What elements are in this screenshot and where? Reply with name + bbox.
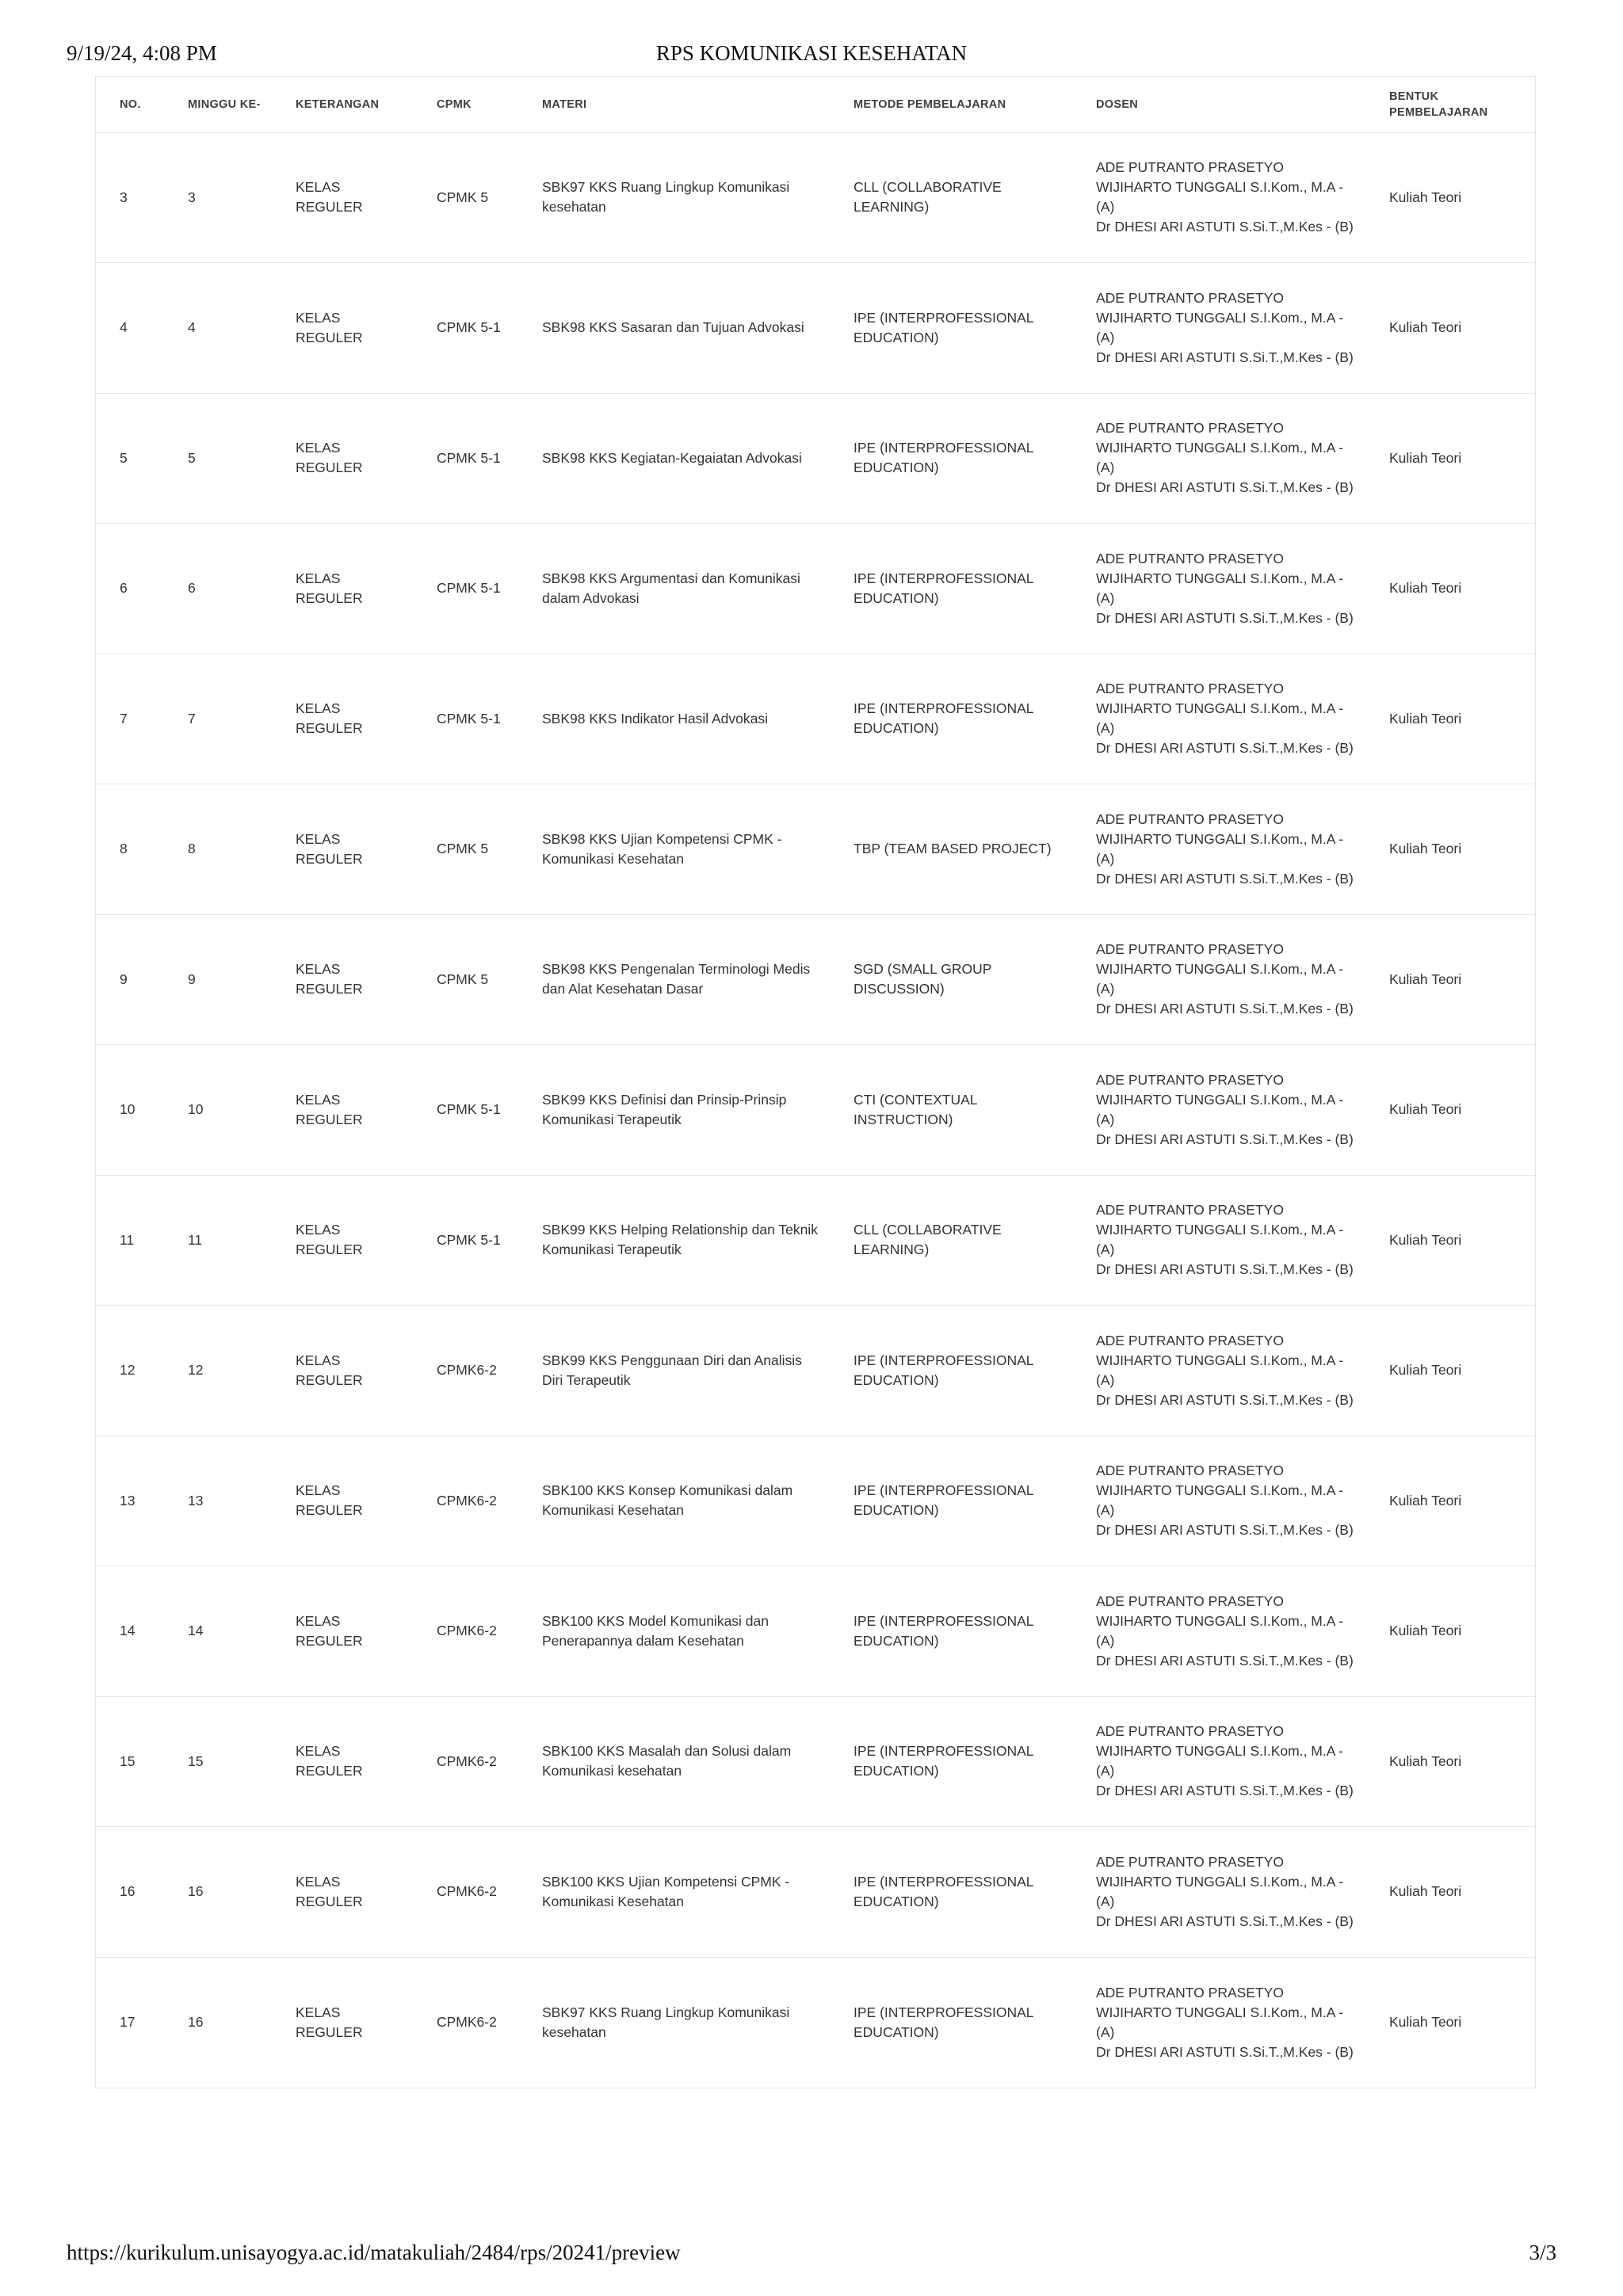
dosen-name: Dr DHESI ARI ASTUTI S.Si.T.,M.Kes - (B) xyxy=(1096,1261,1354,1278)
cell-materi: SBK98 KKS Indikator Hasil Advokasi xyxy=(518,654,830,784)
cell-dosen xyxy=(1072,393,1365,524)
dosen-name: Dr DHESI ARI ASTUTI S.Si.T.,M.Kes - (B) xyxy=(1096,1001,1354,1017)
cell-no: 5 xyxy=(96,393,164,524)
cell-cpmk: CPMK6-2 xyxy=(413,1827,518,1958)
cell-cpmk: CPMK 5-1 xyxy=(413,1045,518,1176)
cell-dosen xyxy=(1072,263,1365,394)
column-header-no: NO. xyxy=(96,77,164,132)
cell-keterangan: KELAS REGULER xyxy=(272,1306,413,1436)
cell-bentuk: Kuliah Teori xyxy=(1365,132,1537,263)
dosen-name: ADE PUTRANTO PRASETYO WIJIHARTO TUNGGALI S.I.Kom., M.A - (A) xyxy=(1096,1071,1344,1127)
column-header-cpmk: CPMK xyxy=(413,77,518,132)
cell-dosen xyxy=(1072,524,1365,654)
cell-dosen xyxy=(1072,914,1365,1045)
cell-dosen xyxy=(1072,1696,1365,1827)
cell-minggu: 13 xyxy=(164,1436,272,1566)
cell-bentuk: Kuliah Teori xyxy=(1365,1566,1537,1697)
cell-dosen xyxy=(1072,654,1365,784)
dosen-name: ADE PUTRANTO PRASETYO WIJIHARTO TUNGGALI S.I.Kom., M.A - (A) xyxy=(1096,810,1344,867)
dosen-name: ADE PUTRANTO PRASETYO WIJIHARTO TUNGGALI S.I.Kom., M.A - (A) xyxy=(1096,420,1344,476)
dosen-name: ADE PUTRANTO PRASETYO WIJIHARTO TUNGGALI S.I.Kom., M.A - (A) xyxy=(1096,1853,1344,1909)
cell-cpmk: CPMK 5 xyxy=(413,914,518,1045)
cell-keterangan: KELAS REGULER xyxy=(272,1827,413,1958)
table-row xyxy=(96,393,1537,524)
cell-cpmk: CPMK 5-1 xyxy=(413,263,518,394)
cell-keterangan: KELAS REGULER xyxy=(272,1175,413,1306)
cell-minggu: 11 xyxy=(164,1175,272,1306)
cell-bentuk: Kuliah Teori xyxy=(1365,1306,1537,1436)
cell-metode: IPE (INTERPROFESSIONAL EDUCATION) xyxy=(830,524,1072,654)
cell-no: 7 xyxy=(96,654,164,784)
cell-metode: CLL (COLLABORATIVE LEARNING) xyxy=(830,132,1072,263)
cell-metode: IPE (INTERPROFESSIONAL EDUCATION) xyxy=(830,1827,1072,1958)
cell-bentuk: Kuliah Teori xyxy=(1365,654,1537,784)
cell-cpmk: CPMK 5 xyxy=(413,784,518,915)
cell-cpmk: CPMK 5-1 xyxy=(413,654,518,784)
cell-no: 16 xyxy=(96,1827,164,1958)
print-header xyxy=(67,41,1556,73)
cell-materi: SBK98 KKS Argumentasi dan Komunikasi dalam Advokasi xyxy=(518,524,830,654)
cell-dosen xyxy=(1072,1175,1365,1306)
column-header-keterangan: KETERANGAN xyxy=(272,77,413,132)
cell-metode: IPE (INTERPROFESSIONAL EDUCATION) xyxy=(830,263,1072,394)
dosen-name: ADE PUTRANTO PRASETYO WIJIHARTO TUNGGALI S.I.Kom., M.A - (A) xyxy=(1096,159,1344,215)
cell-metode: CLL (COLLABORATIVE LEARNING) xyxy=(830,1175,1072,1306)
dosen-name: ADE PUTRANTO PRASETYO WIJIHARTO TUNGGALI S.I.Kom., M.A - (A) xyxy=(1096,1202,1344,1258)
cell-materi: SBK100 KKS Konsep Komunikasi dalam Komunikasi Kesehatan xyxy=(518,1436,830,1566)
dosen-name: Dr DHESI ARI ASTUTI S.Si.T.,M.Kes - (B) xyxy=(1096,870,1354,887)
cell-bentuk: Kuliah Teori xyxy=(1365,1436,1537,1566)
cell-minggu: 6 xyxy=(164,524,272,654)
cell-minggu: 8 xyxy=(164,784,272,915)
dosen-name: Dr DHESI ARI ASTUTI S.Si.T.,M.Kes - (B) xyxy=(1096,1783,1354,1799)
dosen-name: Dr DHESI ARI ASTUTI S.Si.T.,M.Kes - (B) xyxy=(1096,740,1354,757)
dosen-name: Dr DHESI ARI ASTUTI S.Si.T.,M.Kes - (B) xyxy=(1096,1913,1354,1929)
cell-bentuk: Kuliah Teori xyxy=(1365,914,1537,1045)
cell-cpmk: CPMK6-2 xyxy=(413,1566,518,1697)
cell-no: 15 xyxy=(96,1696,164,1827)
cell-bentuk: Kuliah Teori xyxy=(1365,1827,1537,1958)
cell-cpmk: CPMK6-2 xyxy=(413,1696,518,1827)
cell-materi: SBK99 KKS Definisi dan Prinsip-Prinsip Komunikasi Terapeutik xyxy=(518,1045,830,1176)
cell-bentuk: Kuliah Teori xyxy=(1389,2014,1462,2030)
cell-dosen xyxy=(1072,1827,1365,1958)
cell-cpmk: CPMK6-2 xyxy=(413,1306,518,1436)
cell-materi: SBK98 KKS Ujian Kompetensi CPMK - Komunikasi Kesehatan xyxy=(518,784,830,915)
dosen-name: Dr DHESI ARI ASTUTI S.Si.T.,M.Kes - (B) xyxy=(1096,219,1354,235)
print-datetime: 9/19/24, 4:08 PM xyxy=(67,41,217,65)
cell-metode: IPE (INTERPROFESSIONAL EDUCATION) xyxy=(854,2004,1033,2040)
page-number: 3/3 xyxy=(1529,2241,1556,2264)
dosen-name: ADE PUTRANTO PRASETYO WIJIHARTO TUNGGALI S.I.Kom., M.A - (A) xyxy=(1096,1984,1344,2040)
cell-dosen xyxy=(1072,1436,1365,1566)
cell-dosen xyxy=(1072,1957,1365,2088)
table-row xyxy=(96,784,1537,915)
cell-no: 11 xyxy=(96,1175,164,1306)
table-row xyxy=(96,1436,1537,1566)
cell-no: 13 xyxy=(96,1436,164,1566)
cell-minggu: 16 xyxy=(188,2014,204,2030)
cell-keterangan: KELAS REGULER xyxy=(272,263,413,394)
dosen-name: ADE PUTRANTO PRASETYO WIJIHARTO TUNGGALI S.I.Kom., M.A - (A) xyxy=(1096,289,1344,345)
cell-materi: SBK98 KKS Kegiatan-Kegaiatan Advokasi xyxy=(518,393,830,524)
cell-metode: IPE (INTERPROFESSIONAL EDUCATION) xyxy=(830,1306,1072,1436)
cell-materi: SBK98 KKS Sasaran dan Tujuan Advokasi xyxy=(518,263,830,394)
table-row xyxy=(96,263,1537,394)
rps-schedule-table xyxy=(96,77,1537,2088)
cell-cpmk: CPMK6-2 xyxy=(413,1436,518,1566)
table-row xyxy=(96,1957,1537,2088)
cell-materi: SBK99 KKS Penggunaan Diri dan Analisis Diri Terapeutik xyxy=(518,1306,830,1436)
cell-dosen xyxy=(1072,1306,1365,1436)
cell-no: 12 xyxy=(96,1306,164,1436)
cell-minggu: 14 xyxy=(164,1566,272,1697)
cell-metode: IPE (INTERPROFESSIONAL EDUCATION) xyxy=(830,654,1072,784)
dosen-name: Dr DHESI ARI ASTUTI S.Si.T.,M.Kes - (B) xyxy=(1096,1522,1354,1539)
dosen-name: Dr DHESI ARI ASTUTI S.Si.T.,M.Kes - (B) xyxy=(1096,1391,1354,1408)
cell-materi: SBK98 KKS Pengenalan Terminologi Medis dan Alat Kesehatan Dasar xyxy=(518,914,830,1045)
cell-minggu: 3 xyxy=(164,132,272,263)
dosen-name: ADE PUTRANTO PRASETYO WIJIHARTO TUNGGALI S.I.Kom., M.A - (A) xyxy=(1096,1592,1344,1649)
cell-dosen xyxy=(1072,1045,1365,1176)
cell-cpmk: CPMK 5 xyxy=(413,132,518,263)
cell-bentuk: Kuliah Teori xyxy=(1365,524,1537,654)
cell-keterangan: KELAS REGULER xyxy=(272,914,413,1045)
cell-materi: SBK97 KKS Ruang Lingkup Komunikasi kesehatan xyxy=(518,132,830,263)
cell-minggu: 5 xyxy=(164,393,272,524)
dosen-name: ADE PUTRANTO PRASETYO WIJIHARTO TUNGGALI S.I.Kom., M.A - (A) xyxy=(1096,1463,1344,1519)
cell-metode: IPE (INTERPROFESSIONAL EDUCATION) xyxy=(830,393,1072,524)
table-row xyxy=(96,654,1537,784)
cell-keterangan: KELAS REGULER xyxy=(296,2004,363,2040)
cell-bentuk: Kuliah Teori xyxy=(1365,1045,1537,1176)
cell-no: 4 xyxy=(96,263,164,394)
cell-no: 9 xyxy=(96,914,164,1045)
cell-keterangan: KELAS REGULER xyxy=(272,1045,413,1176)
cell-keterangan: KELAS REGULER xyxy=(272,784,413,915)
dosen-name: ADE PUTRANTO PRASETYO WIJIHARTO TUNGGALI S.I.Kom., M.A - (A) xyxy=(1096,550,1344,606)
cell-bentuk: Kuliah Teori xyxy=(1365,784,1537,915)
cell-minggu: 12 xyxy=(164,1306,272,1436)
cell-bentuk: Kuliah Teori xyxy=(1365,1175,1537,1306)
cell-materi: SBK97 KKS Ruang Lingkup Komunikasi kesehatan xyxy=(542,2004,790,2040)
dosen-name: ADE PUTRANTO PRASETYO WIJIHARTO TUNGGALI S.I.Kom., M.A - (A) xyxy=(1096,681,1344,737)
column-header-bentuk: BENTUK PEMBELAJARAN xyxy=(1365,77,1537,132)
cell-minggu: 7 xyxy=(164,654,272,784)
column-header-materi: MATERI xyxy=(518,77,830,132)
cell-dosen xyxy=(1072,784,1365,915)
table-row xyxy=(96,1566,1537,1697)
column-header-minggu: MINGGU KE- xyxy=(164,77,272,132)
column-header-metode: METODE PEMBELAJARAN xyxy=(830,77,1072,132)
cell-materi: SBK100 KKS Masalah dan Solusi dalam Komunikasi kesehatan xyxy=(518,1696,830,1827)
dosen-name: Dr DHESI ARI ASTUTI S.Si.T.,M.Kes - (B) xyxy=(1096,1652,1354,1669)
cell-keterangan: KELAS REGULER xyxy=(272,1696,413,1827)
page-url: https://kurikulum.unisayogya.ac.id/matakuliah/2484/rps/20241/preview xyxy=(67,2241,681,2264)
table-row xyxy=(96,1045,1537,1176)
cell-no: 8 xyxy=(96,784,164,915)
cell-no: 3 xyxy=(96,132,164,263)
cell-no: 17 xyxy=(120,2014,136,2030)
dosen-name: Dr DHESI ARI ASTUTI S.Si.T.,M.Kes - (B) xyxy=(1096,479,1354,496)
column-header-dosen: DOSEN xyxy=(1072,77,1365,132)
cell-cpmk: CPMK 5-1 xyxy=(413,393,518,524)
print-footer xyxy=(67,2241,1556,2272)
cell-cpmk: CPMK 5-1 xyxy=(413,1175,518,1306)
dosen-name: ADE PUTRANTO PRASETYO WIJIHARTO TUNGGALI S.I.Kom., M.A - (A) xyxy=(1096,941,1344,997)
cell-keterangan: KELAS REGULER xyxy=(272,654,413,784)
cell-minggu: 15 xyxy=(164,1696,272,1827)
cell-metode: IPE (INTERPROFESSIONAL EDUCATION) xyxy=(830,1436,1072,1566)
table-row xyxy=(96,914,1537,1045)
cell-materi: SBK100 KKS Ujian Kompetensi CPMK - Komunikasi Kesehatan xyxy=(518,1827,830,1958)
cell-keterangan: KELAS REGULER xyxy=(272,393,413,524)
cell-materi: SBK100 KKS Model Komunikasi dan Penerapannya dalam Kesehatan xyxy=(518,1566,830,1697)
table-row xyxy=(96,524,1537,654)
dosen-name: ADE PUTRANTO PRASETYO WIJIHARTO TUNGGALI S.I.Kom., M.A - (A) xyxy=(1096,1332,1344,1388)
cell-metode: CTI (CONTEXTUAL INSTRUCTION) xyxy=(830,1045,1072,1176)
cell-keterangan: KELAS REGULER xyxy=(272,132,413,263)
table-row xyxy=(96,1306,1537,1436)
cell-no: 14 xyxy=(96,1566,164,1697)
cell-materi: SBK99 KKS Helping Relationship dan Teknik Komunikasi Terapeutik xyxy=(518,1175,830,1306)
cell-minggu: 16 xyxy=(164,1827,272,1958)
cell-bentuk: Kuliah Teori xyxy=(1365,263,1537,394)
cell-keterangan: KELAS REGULER xyxy=(272,1436,413,1566)
cell-dosen xyxy=(1072,132,1365,263)
cell-metode: IPE (INTERPROFESSIONAL EDUCATION) xyxy=(830,1566,1072,1697)
table-row xyxy=(96,1827,1537,1958)
cell-metode: IPE (INTERPROFESSIONAL EDUCATION) xyxy=(830,1696,1072,1827)
cell-metode: SGD (SMALL GROUP DISCUSSION) xyxy=(830,914,1072,1045)
cell-cpmk: CPMK 5-1 xyxy=(413,524,518,654)
table-row xyxy=(96,132,1537,263)
cell-dosen xyxy=(1072,1566,1365,1697)
dosen-name: ADE PUTRANTO PRASETYO WIJIHARTO TUNGGALI S.I.Kom., M.A - (A) xyxy=(1096,1723,1344,1779)
cell-no: 6 xyxy=(96,524,164,654)
cell-bentuk: Kuliah Teori xyxy=(1365,1696,1537,1827)
cell-minggu: 4 xyxy=(164,263,272,394)
dosen-name: Dr DHESI ARI ASTUTI S.Si.T.,M.Kes - (B) xyxy=(1096,349,1354,365)
cell-minggu: 10 xyxy=(164,1045,272,1176)
cell-minggu: 9 xyxy=(164,914,272,1045)
page-title: RPS KOMUNIKASI KESEHATAN xyxy=(655,41,968,65)
table-row xyxy=(96,1696,1537,1827)
table-header-row xyxy=(96,77,1537,132)
table-row xyxy=(96,1175,1537,1306)
dosen-name: Dr DHESI ARI ASTUTI S.Si.T.,M.Kes - (B) xyxy=(1096,609,1354,626)
cell-keterangan: KELAS REGULER xyxy=(272,524,413,654)
cell-metode: TBP (TEAM BASED PROJECT) xyxy=(830,784,1072,915)
cell-no: 10 xyxy=(96,1045,164,1176)
cell-keterangan: KELAS REGULER xyxy=(272,1566,413,1697)
dosen-name: Dr DHESI ARI ASTUTI S.Si.T.,M.Kes - (B) xyxy=(1096,1131,1354,1147)
cell-bentuk: Kuliah Teori xyxy=(1365,393,1537,524)
rps-table-container xyxy=(95,76,1536,2088)
dosen-name: Dr DHESI ARI ASTUTI S.Si.T.,M.Kes - (B) xyxy=(1096,2043,1354,2060)
cell-cpmk: CPMK6-2 xyxy=(437,2014,497,2030)
